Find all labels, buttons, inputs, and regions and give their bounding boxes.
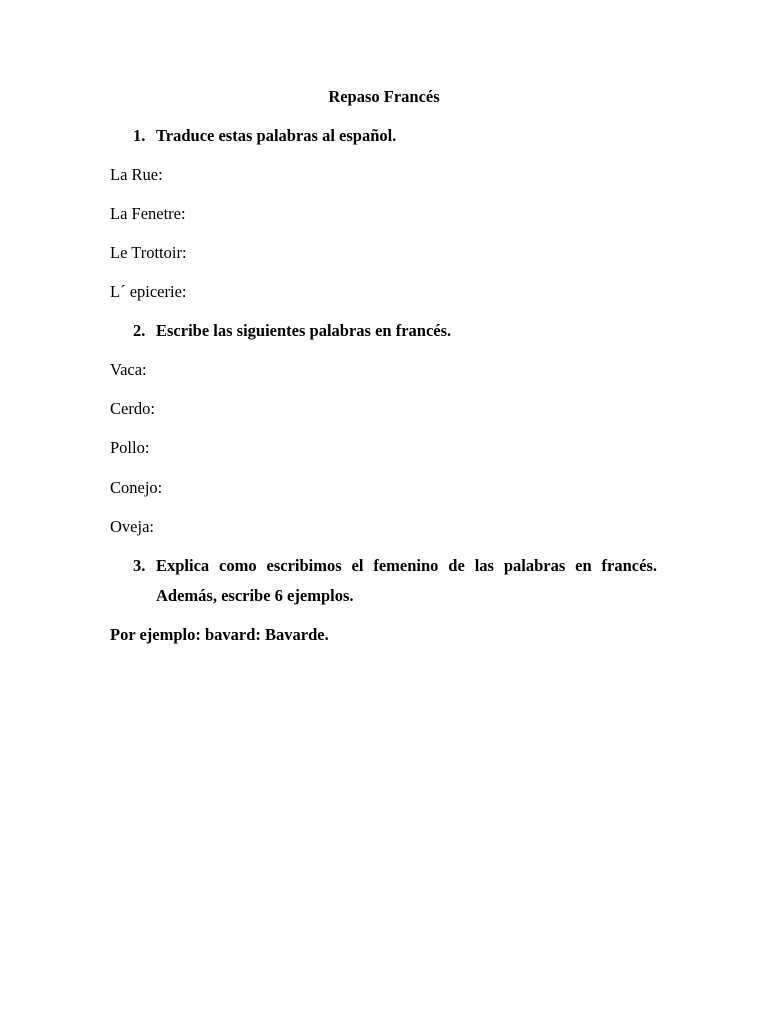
vocab-item-le-trottoir: Le Trottoir: [110, 243, 187, 262]
question-2 [133, 320, 451, 342]
vocab-item-oveja: Oveja: [110, 517, 154, 536]
question-3 [133, 551, 657, 611]
page-title: Repaso Francés [328, 87, 440, 106]
vocab-item-cerdo: Cerdo: [110, 399, 155, 418]
question-3-number: 3. [133, 556, 146, 575]
question-1 [133, 125, 396, 147]
question-1-number: 1. [133, 126, 146, 145]
vocab-item-la-fenetre: La Fenetre: [110, 204, 186, 223]
vocab-item-la-rue: La Rue: [110, 165, 163, 184]
question-2-text: Escribe las siguientes palabras en francés. [156, 321, 452, 340]
vocab-item-epicerie: L´ epicerie: [110, 282, 187, 301]
vocab-item-vaca: Vaca: [110, 360, 147, 379]
question-1-text: Traduce estas palabras al español. [156, 126, 397, 145]
question-2-number: 2. [133, 321, 146, 340]
example-line: Por ejemplo: bavard: Bavarde. [110, 625, 329, 644]
question-3-text: Explica como escribimos el femenino de las palabras en francés. Además, escribe 6 ejemplos. [156, 556, 657, 605]
vocab-item-conejo: Conejo: [110, 478, 163, 497]
vocab-item-pollo: Pollo: [110, 438, 150, 457]
